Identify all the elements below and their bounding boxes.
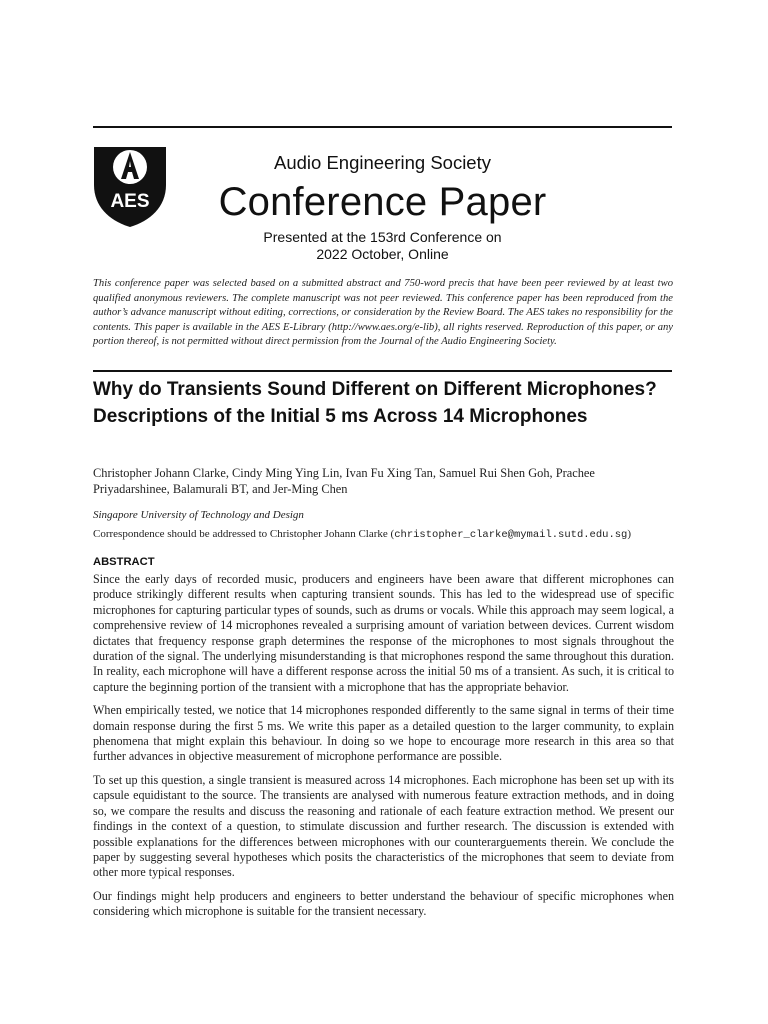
title-divider [93,370,672,372]
presented-line-2: 2022 October, Online [316,246,449,262]
society-name: Audio Engineering Society [273,152,491,173]
review-notice: This conference paper was selected based on a submitted abstract and 750-word precis that have been peer reviewed by at least two qualified anonymous reviewers. The complete manuscript was not peer reviewed. This conference paper has been reproduced from the author’s advance manuscript without editing, corrections, or consideration by the Review Board. The AES takes no responsibility for the contents. This paper is available in the AES E-Library (http://www.aes.org/e-lib), all rights reserved. Reproduction of this paper, or any portion thereof, is not permitted without direct permission from the Journal of the Audio Engineering Society. [93,278,673,348]
abstract-paragraph: Our findings might help producers and engineers to better understand the behaviour of specific microphones when considering which microphone is suitable for the transient necessary. [93,888,674,919]
abstract-heading: ABSTRACT [93,556,155,568]
paper-title: Why do Transients Sound Different on Different Microphones? Descriptions of the Initial 5 ms Across 14 Microphones [93,379,657,427]
abstract-paragraph: Since the early days of recorded music, producers and engineers have been aware that different microphones can produce strikingly different results when capturing transient sounds. This has led to the widespread use of specific microphones for capturing particular types of sounds, such as drums or vocals. While this approach may seem logical, a comprehensive review of 14 microphones revealed a surprising amount of variation between devices. Current wisdom dictates that frequency response graph determines the response of the microphones to most signals throughout the duration of the signal. The underlying misunderstanding is that microphones respond the same throughout this duration. In reality, each microphone will have a different response across the initial 50 ms of a transient. As such, it is critical to capture the beginning portion of the transient with a microphone that has the appropriate behavior. [93,572,674,694]
abstract-paragraph: When empirically tested, we notice that 14 microphones responded differently to the same signal in terms of their time domain response during the first 5 ms. We write this paper as a detailed question to the larger community, to explain phenomena that might explain this behaviour. In doing so we hope to encourage more research in this area so that further advances in objective measurement of microphone performance are possible. [93,703,674,764]
correspondence-email[interactable]: christopher_clarke@mymail.sutd.edu.sg [394,529,628,541]
top-divider [93,126,672,128]
abstract-body [93,572,674,928]
logo-text: AES [110,191,150,212]
abstract-paragraph: To set up this question, a single transient is measured across 14 microphones. Each microphone has been set up with its capsule equidistant to the source. The transients are analysed with numerous feature extraction methods, and in doing so, we compare the results and discuss the reasoning and rationale of each feature extraction method. We present our findings in the context of a question, to stimulate discussion and further research. The discussion is extended with possible explanations for the differences between microphones with our counterarguements therein. We conclude the paper by suggesting several hypotheses which posits the characteristics of the microphones that seem to deviate from other more typical responses. [93,772,674,880]
correspondence-close: ) [627,528,632,540]
correspondence-text: Correspondence should be addressed to Christopher Johann Clarke ( [93,528,395,540]
document-type: Conference Paper [218,180,547,224]
affiliation: Singapore University of Technology and Design [93,509,304,521]
author-list: Christopher Johann Clarke, Cindy Ming Ying Lin, Ivan Fu Xing Tan, Samuel Rui Shen Goh, Prachee Priyadarshinee, Balamurali BT, and Jer-Ming Chen [93,466,595,496]
correspondence-line [93,528,683,541]
presented-line-1: Presented at the 153rd Conference on [263,229,502,245]
